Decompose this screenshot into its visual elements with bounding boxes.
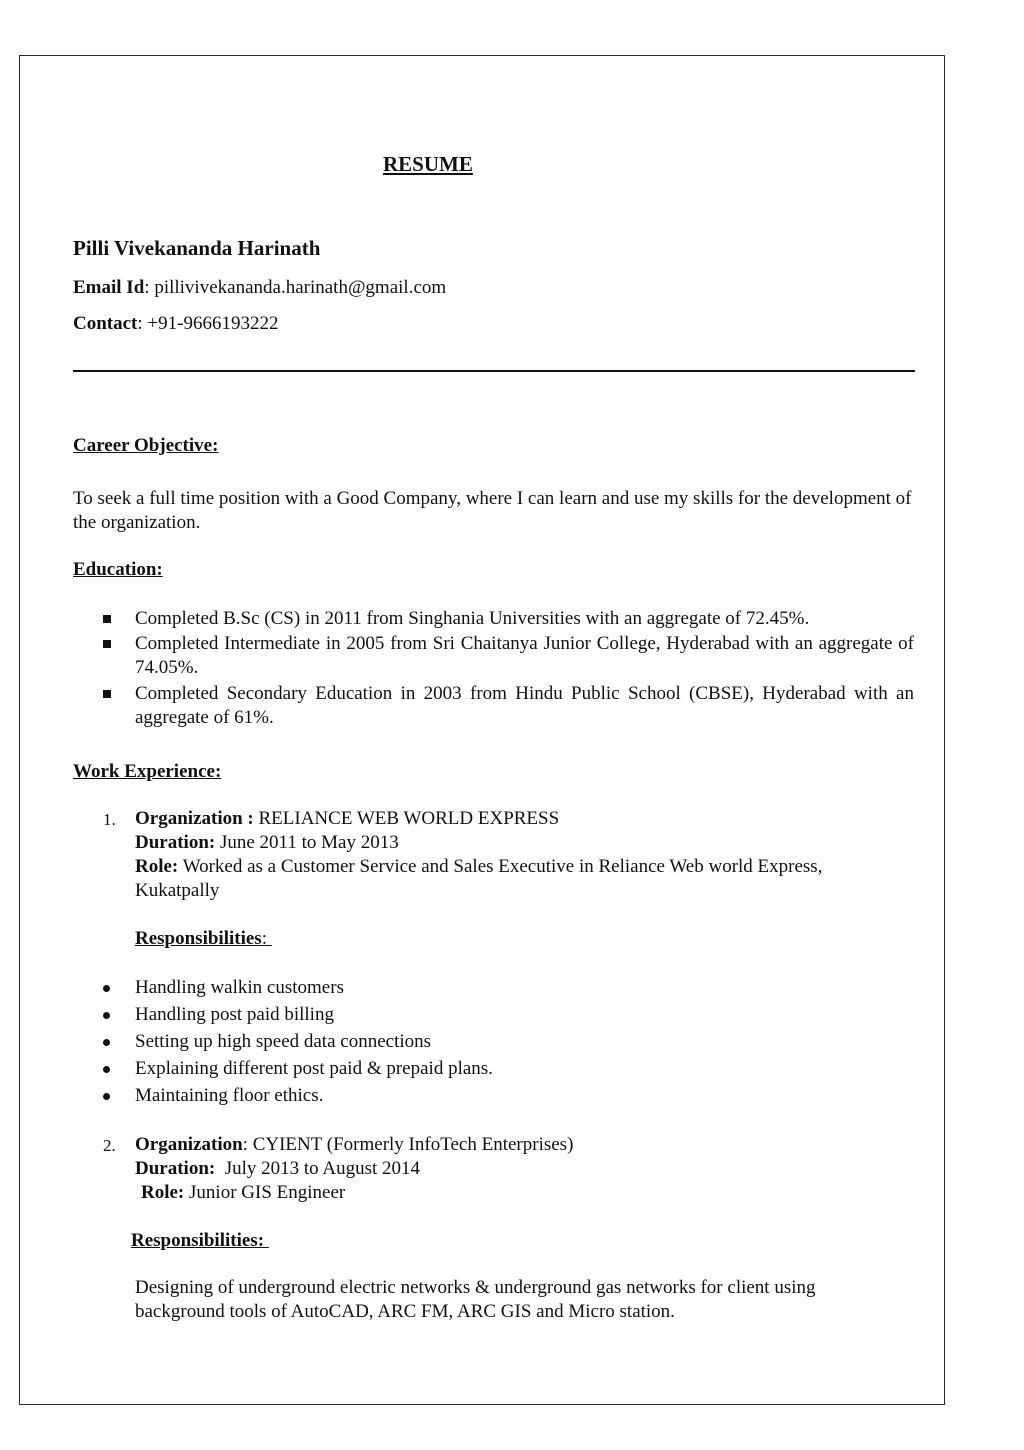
responsibility-text: Designing of underground electric networks & underground gas networks for client using xyxy=(135,1277,816,1298)
email-value: pillivivekananda.harinath@gmail.com xyxy=(154,277,447,298)
contact-line: Contact: +91-9666193222 xyxy=(73,313,279,334)
responsibilities-label: Responsibilities xyxy=(135,928,262,949)
duration-label: Duration: xyxy=(135,832,216,853)
responsibility-item: Handling post paid billing xyxy=(135,1004,334,1025)
header-divider xyxy=(73,370,915,372)
role-value: Junior GIS Engineer xyxy=(189,1182,346,1203)
job-number: 1. xyxy=(103,810,116,829)
duration-value: June 2011 to May 2013 xyxy=(219,832,399,853)
duration-value: July 2013 to August 2014 xyxy=(224,1158,421,1179)
job-organization xyxy=(135,1133,573,1157)
job-role xyxy=(135,855,822,879)
bullet-icon xyxy=(103,1039,110,1046)
document-title: RESUME xyxy=(383,152,473,176)
education-item: Completed Secondary Education in 2003 from Hindu Public School (CBSE), Hyderabad with an aggregate of 61%. xyxy=(135,683,914,728)
contact-value: +91-9666193222 xyxy=(147,313,279,334)
square-bullet-icon xyxy=(103,615,111,623)
job-duration xyxy=(135,831,399,855)
email-line: Email Id: pillivivekananda.harinath@gmail.com xyxy=(73,277,447,298)
organization-value: RELIANCE WEB WORLD EXPRESS xyxy=(258,808,560,829)
responsibility-item: Setting up high speed data connections xyxy=(135,1031,432,1052)
work-experience-heading: Work Experience: xyxy=(73,761,222,782)
responsibilities-label: Responsibilities: xyxy=(131,1230,265,1251)
bullet-icon xyxy=(103,1066,110,1073)
responsibility-item: Explaining different post paid & prepaid plans. xyxy=(135,1058,493,1079)
bullet-icon xyxy=(103,1093,110,1100)
bullet-icon xyxy=(103,985,110,992)
organization-value: : CYIENT (Formerly InfoTech Enterprises) xyxy=(242,1134,574,1155)
job-role xyxy=(141,1181,345,1205)
responsibility-item: Maintaining floor ethics. xyxy=(135,1085,324,1106)
career-objective-heading: Career Objective: xyxy=(73,435,219,456)
bullet-icon xyxy=(103,1012,110,1019)
education-item: Completed Intermediate in 2005 from Sri Chaitanya Junior College, Hyderabad with an aggregate of 74.05%. xyxy=(135,633,914,678)
education-heading: Education: xyxy=(73,559,163,580)
job-duration xyxy=(135,1157,420,1181)
education-item: Completed B.Sc (CS) in 2011 from Singhania Universities with an aggregate of 72.45%. xyxy=(135,608,810,629)
responsibilities-colon: : xyxy=(261,928,267,949)
career-objective-text: To seek a full time position with a Good Company, where I can learn and use my skills for the development of the organization. xyxy=(73,488,912,533)
organization-label: Organization xyxy=(135,1134,243,1155)
responsibility-item: Handling walkin customers xyxy=(135,977,344,998)
responsibilities-heading xyxy=(131,1229,269,1253)
job-role-continued: Kukatpally xyxy=(135,880,220,901)
square-bullet-icon xyxy=(103,690,111,698)
square-bullet-icon xyxy=(103,640,111,648)
role-label: Role: xyxy=(141,1182,185,1203)
email-label: Email Id xyxy=(73,277,145,298)
candidate-name: Pilli Vivekananda Harinath xyxy=(73,236,321,260)
duration-label: Duration: xyxy=(135,1158,216,1179)
job-organization xyxy=(135,807,559,831)
job-number: 2. xyxy=(103,1136,116,1155)
responsibility-text: background tools of AutoCAD, ARC FM, ARC GIS and Micro station. xyxy=(135,1301,675,1322)
role-label: Role: xyxy=(135,856,179,877)
responsibilities-heading xyxy=(135,927,272,951)
organization-label: Organization : xyxy=(135,808,254,829)
contact-label: Contact xyxy=(73,313,138,334)
role-value: Worked as a Customer Service and Sales Executive in Reliance Web world Express, xyxy=(182,856,823,877)
